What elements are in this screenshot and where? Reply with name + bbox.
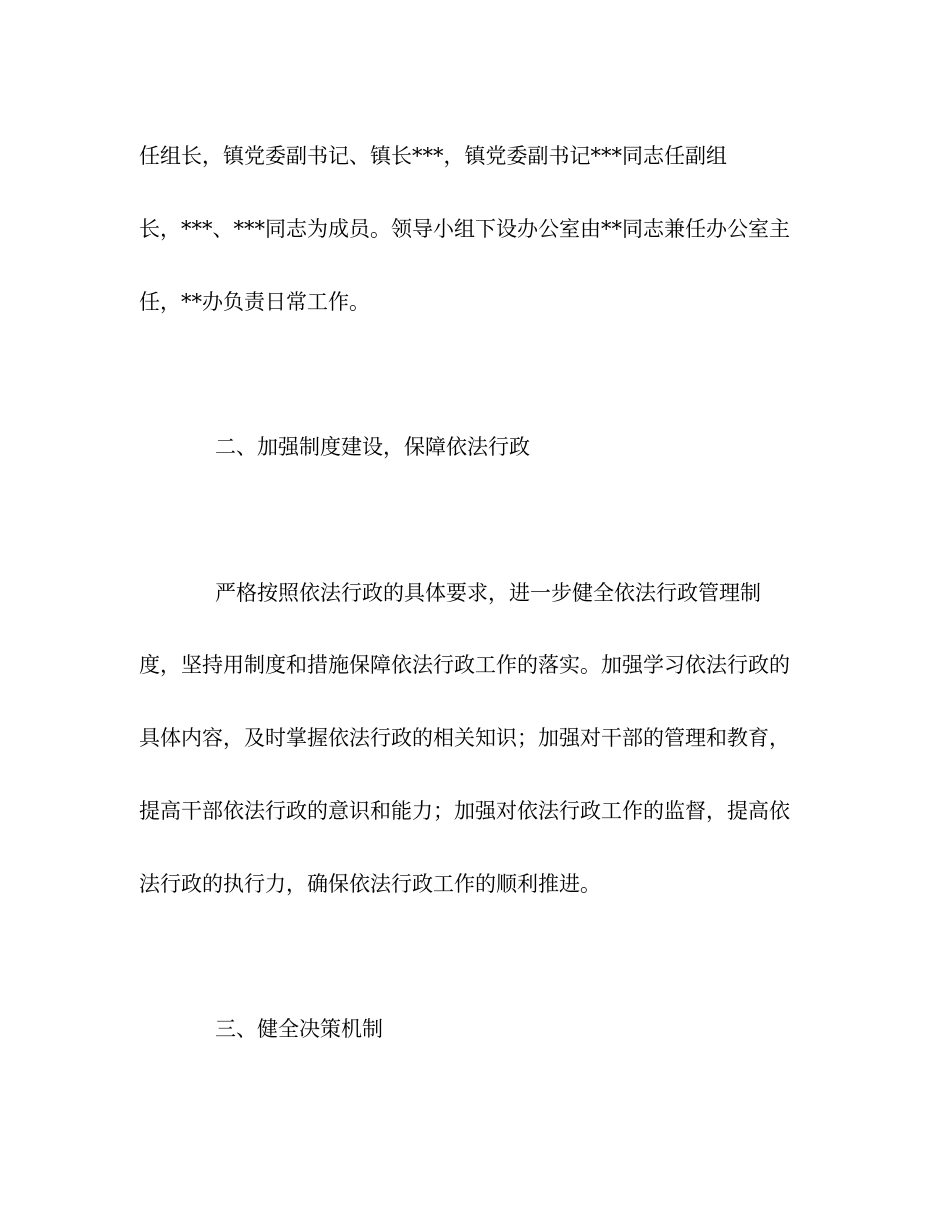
text-line: 任，**办负责日常工作。 (139, 290, 370, 314)
section-heading-3: 三、健全决策机制 (215, 1017, 383, 1041)
text-line: 法行政的执行力，确保依法行政工作的顺利推进。 (139, 872, 601, 896)
text-line: 长，***、***同志为成员。领导小组下设办公室由**同志兼任办公室主 (139, 217, 790, 241)
text-line: 具体内容，及时掌握依法行政的相关知识；加强对干部的管理和教育， (139, 726, 790, 750)
section-heading-2: 二、加强制度建设，保障依法行政 (215, 435, 530, 459)
text-line: 度，坚持用制度和措施保障依法行政工作的落实。加强学习依法行政的 (139, 653, 790, 677)
text-line: 任组长，镇党委副书记、镇长***，镇党委副书记***同志任副组 (139, 144, 727, 168)
text-line: 严格按照依法行政的具体要求，进一步健全依法行政管理制 (215, 581, 761, 605)
text-line: 提高干部依法行政的意识和能力；加强对依法行政工作的监督，提高依 (139, 799, 790, 823)
